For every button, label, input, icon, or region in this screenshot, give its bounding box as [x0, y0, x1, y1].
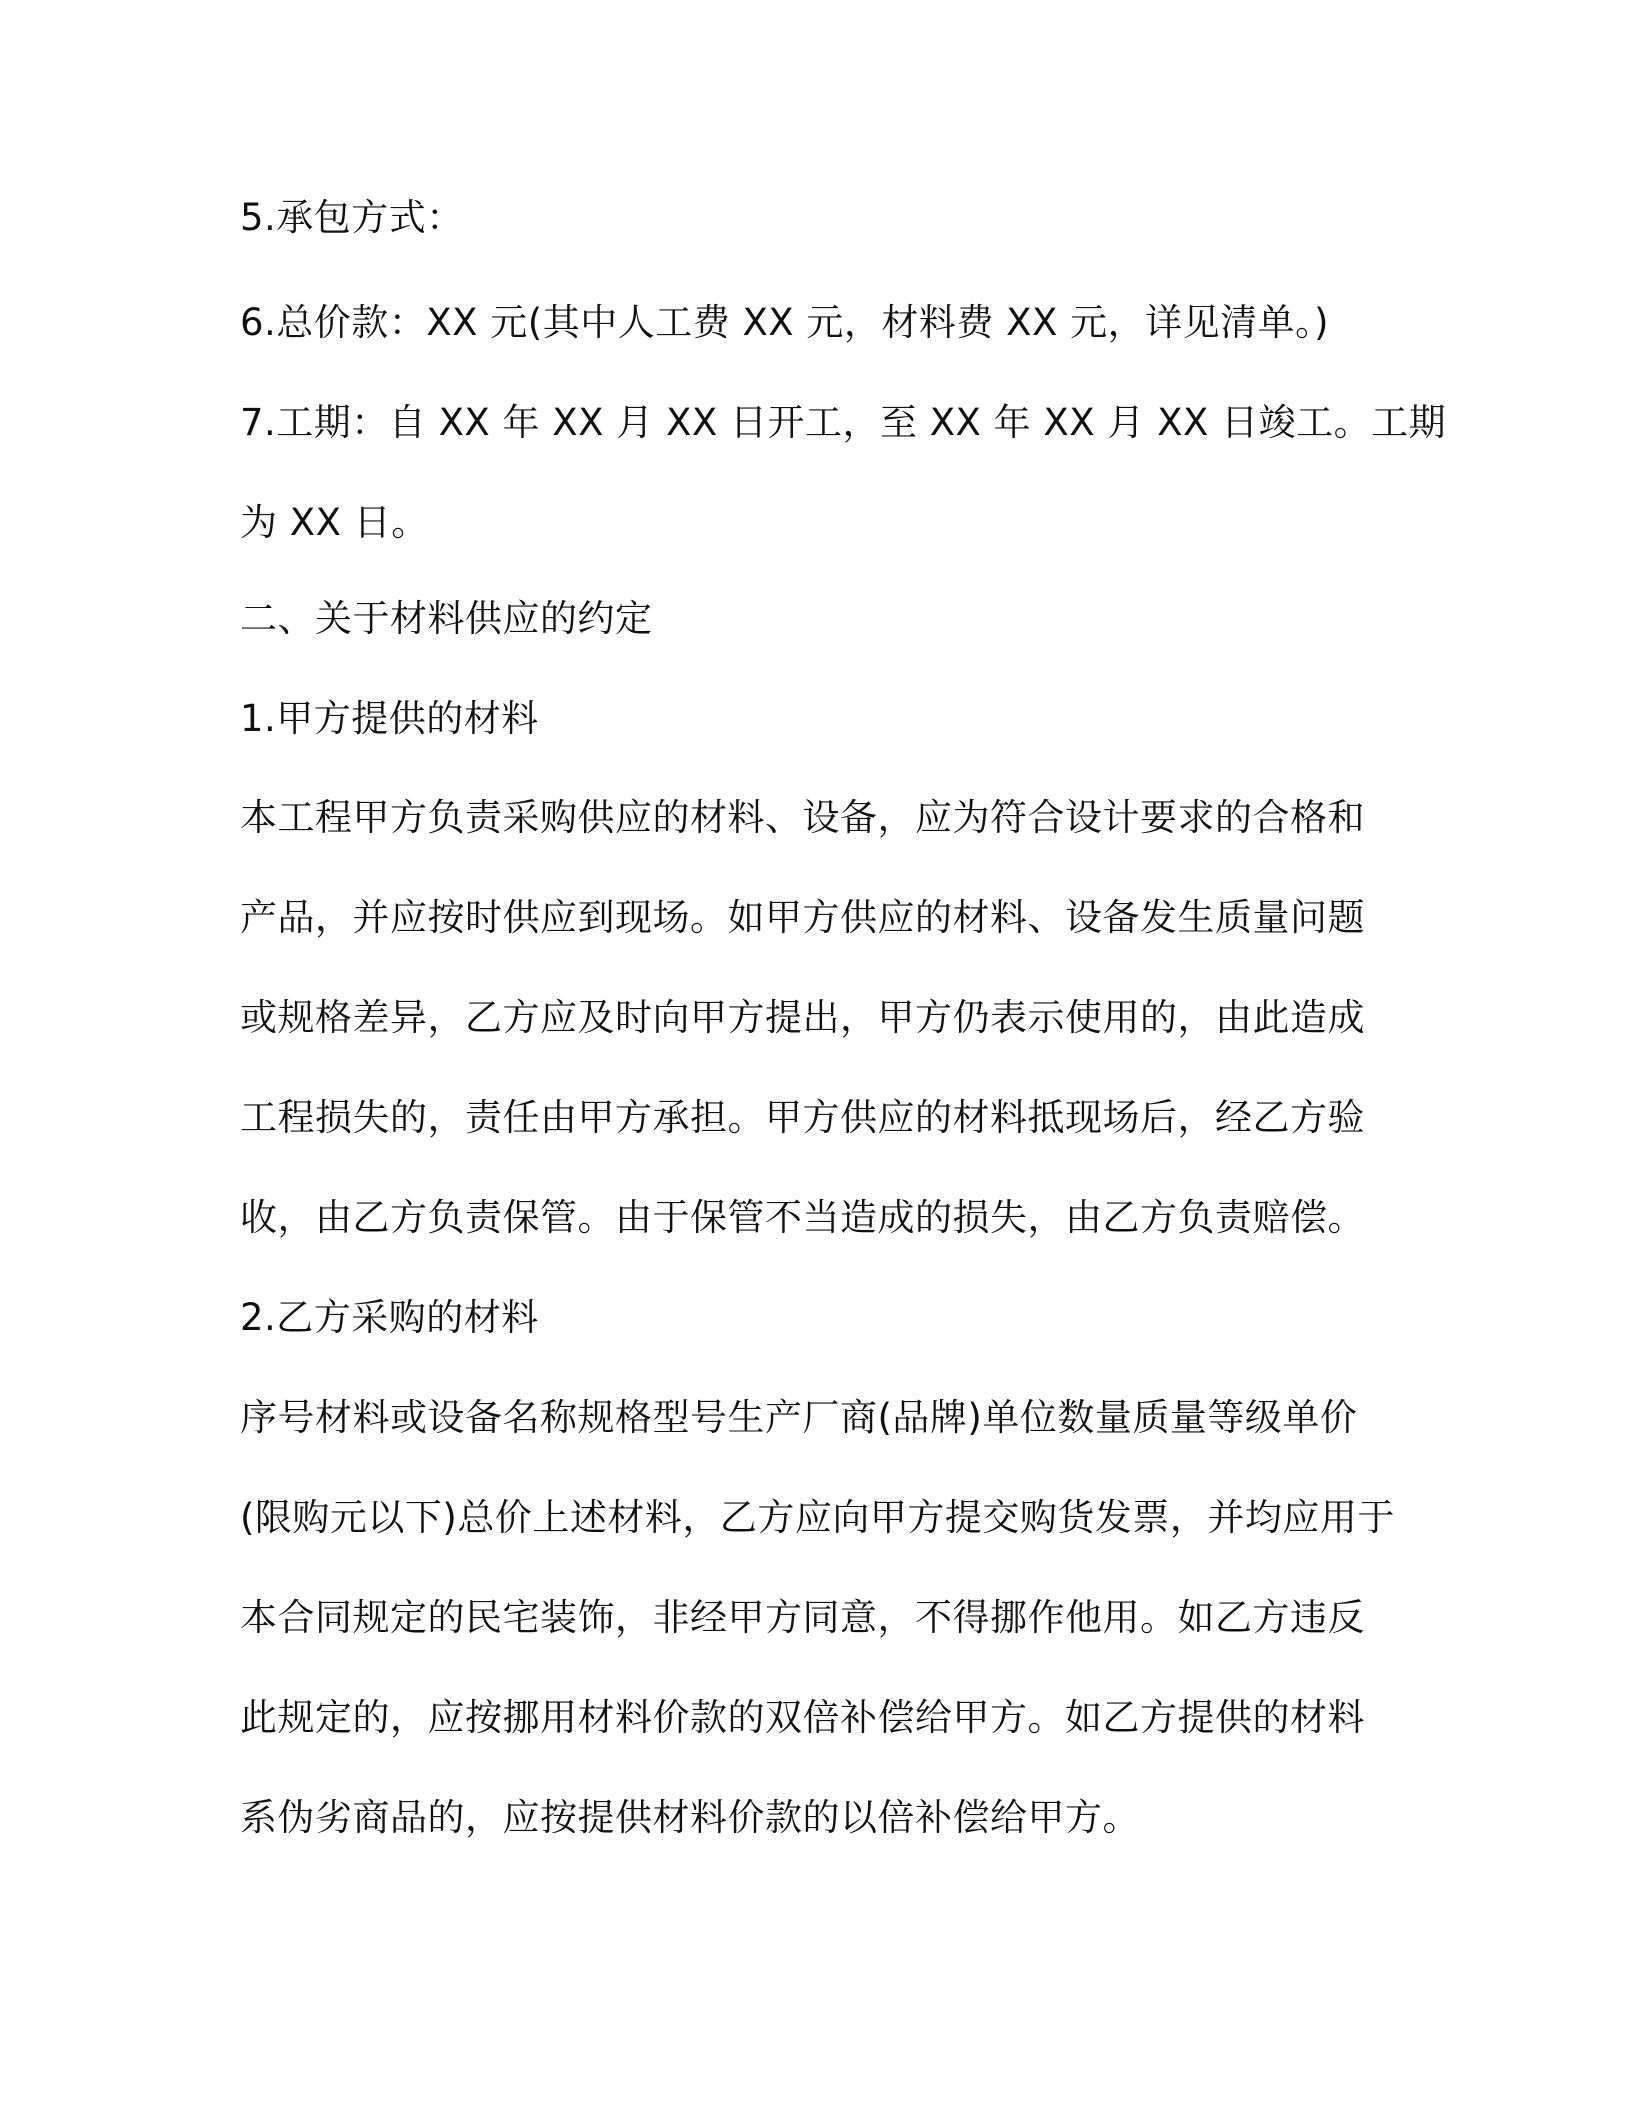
paragraph-a-line-5: 收，由乙方负责保管。由于保管不当造成的损失，由乙方负责赔偿。	[240, 1196, 1365, 1239]
paragraph-b-line-2: (限购元以下)总价上述材料，乙方应向甲方提交购货发票，并均应用于	[240, 1496, 1395, 1539]
duration-line-2: 为 XX 日。	[240, 501, 429, 544]
subheading-party-a: 1.甲方提供的材料	[240, 697, 539, 740]
paragraph-b-line-4: 此规定的，应按挪用材料价款的双倍补偿给甲方。如乙方提供的材料	[240, 1696, 1365, 1739]
subheading-party-b: 2.乙方采购的材料	[240, 1296, 539, 1339]
paragraph-b-line-1: 序号材料或设备名称规格型号生产厂商(品牌)单位数量质量等级单价	[240, 1396, 1358, 1439]
total-price-line: 6.总价款：XX 元(其中人工费 XX 元，材料费 XX 元，详见清单。)	[240, 301, 1330, 344]
paragraph-a-line-4: 工程损失的，责任由甲方承担。甲方供应的材料抵现场后，经乙方验	[240, 1096, 1365, 1139]
contract-method-line: 5.承包方式：	[240, 196, 464, 239]
paragraph-a-line-2: 产品，并应按时供应到现场。如甲方供应的材料、设备发生质量问题	[240, 896, 1365, 939]
section-heading: 二、关于材料供应的约定	[240, 597, 653, 640]
paragraph-a-line-1: 本工程甲方负责采购供应的材料、设备，应为符合设计要求的合格和	[240, 796, 1365, 839]
paragraph-b-line-3: 本合同规定的民宅装饰，非经甲方同意，不得挪作他用。如乙方违反	[240, 1596, 1365, 1639]
duration-line-1: 7.工期：自 XX 年 XX 月 XX 日开工，至 XX 年 XX 月 XX 日竣工。工期	[240, 401, 1447, 444]
paragraph-b-line-5: 系伪劣商品的，应按提供材料价款的以倍补偿给甲方。	[240, 1796, 1140, 1839]
paragraph-a-line-3: 或规格差异，乙方应及时向甲方提出，甲方仍表示使用的，由此造成	[240, 996, 1365, 1039]
